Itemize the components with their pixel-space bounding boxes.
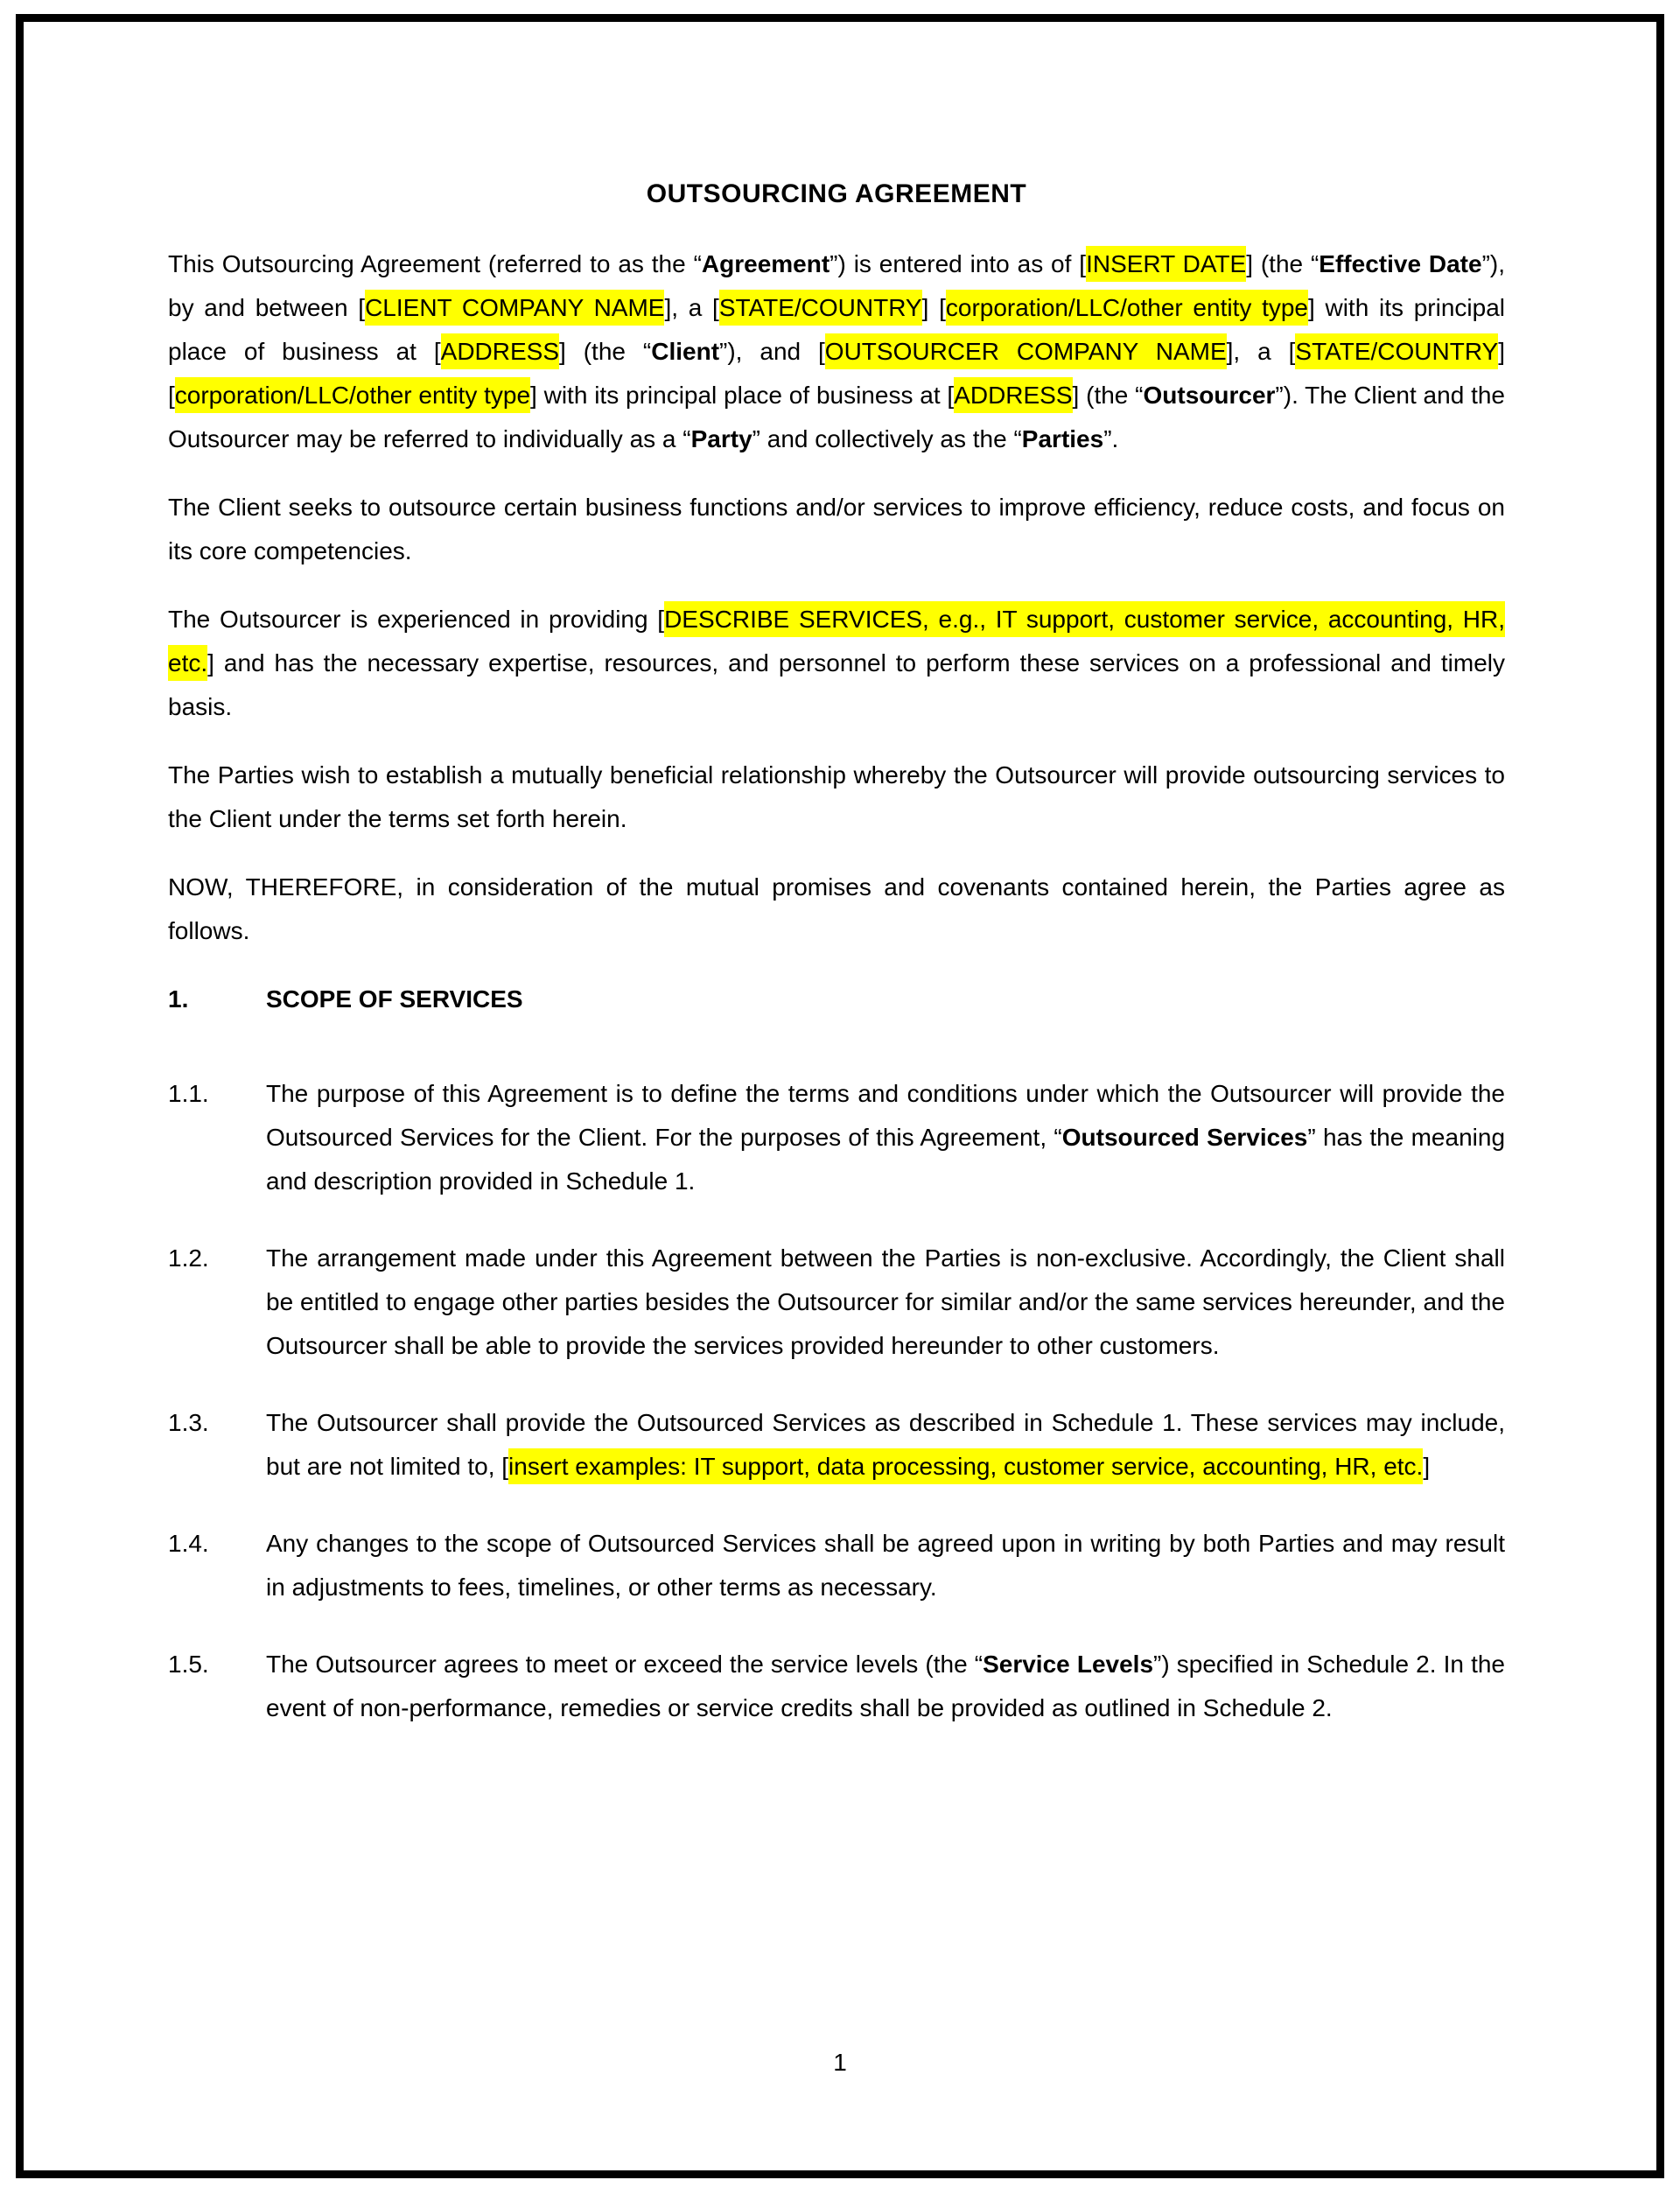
intro-paragraph-5: NOW, THEREFORE, in consideration of the mutual promises and covenants contained herein, the Parties agree as follows. (168, 873, 1505, 944)
document-content (168, 172, 1505, 1763)
clause-number: 1.5. (168, 1651, 209, 1678)
section-number: 1. (168, 985, 189, 1013)
clause-number: 1.2. (168, 1244, 209, 1272)
section-label: SCOPE OF SERVICES (266, 985, 523, 1013)
clause-1-1 (168, 1072, 1505, 1203)
clause-number: 1.3. (168, 1409, 209, 1436)
document-title: OUTSOURCING AGREEMENT (646, 179, 1027, 208)
intro-paragraph-1: This Outsourcing Agreement (referred to as the “Agreement”) is entered into as of [INSERT DATE] (the “Effective Date”), by and between [CLIENT COMPANY NAME], a [STATE/COUNTRY] [corporation/LLC/other entity type] with its principal place of business at [ADDRESS] (the “Client”), and [OUTSOURCER COMPANY NAME], a [STATE/COUNTRY] [corporation/LLC/other entity type] with its principal place of business at [ADDRESS] (the “Outsourcer”). The Client and the Outsourcer may be referred to individually as a “Party” and collectively as the “Parties”. (168, 242, 1505, 461)
clause-1-3 (168, 1401, 1505, 1489)
clause-number: 1.1. (168, 1080, 209, 1107)
intro-paragraph-3: The Outsourcer is experienced in providing [DESCRIBE SERVICES, e.g., IT support, customer service, accounting, HR, etc.] and has the necessary expertise, resources, and personnel to perform these services on a professional and timely basis. (168, 598, 1505, 729)
section-heading (168, 978, 1505, 1021)
clause-number: 1.4. (168, 1530, 209, 1557)
intro-paragraph-2: The Client seeks to outsource certain business functions and/or services to improve efficiency, reduce costs, and focus on its core competencies. (168, 494, 1505, 564)
clause-text: The Outsourcer shall provide the Outsourced Services as described in Schedule 1. These services may include, but are not limited to, [insert examples: IT support, data processing, customer service, accounting, HR, etc.] (266, 1401, 1505, 1489)
intro-paragraph-4: The Parties wish to establish a mutually beneficial relationship whereby the Outsourcer will provide outsourcing services to the Client under the terms set forth herein. (168, 761, 1505, 832)
clause-1-2 (168, 1237, 1505, 1368)
clause-text: The Outsourcer agrees to meet or exceed the service levels (the “Service Levels”) specified in Schedule 2. In the event of non-performance, remedies or service credits shall be provided as outlined in Schedule 2. (266, 1651, 1505, 1721)
clause-text: The arrangement made under this Agreement between the Parties is non-exclusive. Accordingly, the Client shall be entitled to engage other parties besides the Outsourcer for similar and/or the same services hereunder, and the Outsourcer shall be able to provide the services provided hereunder to other customers. (266, 1244, 1505, 1359)
clause-1-5 (168, 1643, 1505, 1730)
clause-1-4 (168, 1522, 1505, 1609)
page-number: 1 (833, 2049, 847, 2076)
clause-text: The purpose of this Agreement is to define the terms and conditions under which the Outsourcer will provide the Outsourced Services for the Client. For the purposes of this Agreement, “Outsourced Services” has the meaning and description provided in Schedule 1. (266, 1080, 1506, 1195)
clause-text: Any changes to the scope of Outsourced Services shall be agreed upon in writing by both Parties and may result in adjustments to fees, timelines, or other terms as necessary. (266, 1530, 1505, 1601)
